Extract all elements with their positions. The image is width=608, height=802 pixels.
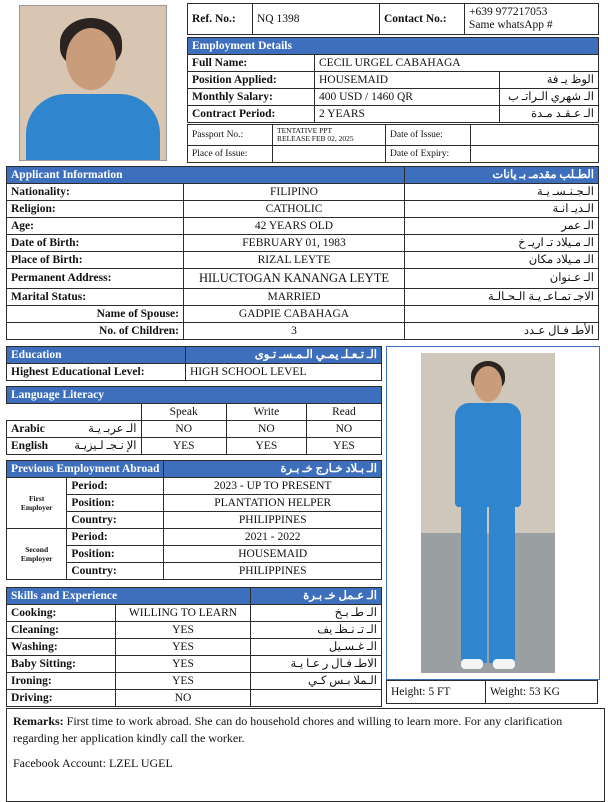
ironing-arabic: الـملا بـس كـي — [251, 673, 382, 690]
religion-value: CATHOLIC — [184, 201, 405, 218]
portrait-photo — [19, 5, 167, 161]
children-value: 3 — [184, 323, 405, 340]
pob-label: Place of Birth: — [7, 252, 184, 269]
applicant-title-ar: الطـلب مقدمـ بـ يانات — [405, 167, 599, 184]
children-label: No. of Children: — [7, 323, 184, 340]
issue-date-value — [471, 125, 599, 146]
religion-arabic: الـديـ انـة — [405, 201, 599, 218]
marital-value: MARRIED — [184, 289, 405, 306]
position-value: HOUSEMAID — [315, 72, 500, 89]
read-header: Read — [306, 404, 381, 421]
second-period-value: 2021 - 2022 — [164, 529, 382, 546]
expiry-value — [471, 146, 599, 163]
cooking-arabic: الـ طـ بـخ — [251, 605, 382, 622]
arabic-row-label: Arabic الـ عربـ يـة — [7, 421, 142, 438]
second-position-value: HOUSEMAID — [164, 546, 382, 563]
english-write: YES — [226, 438, 306, 455]
education-title-ar: الـ تـعـلـ يمـي الـمـسـ تـوى — [186, 347, 382, 364]
contact-value: +639 977217053 Same whatsApp # — [465, 4, 599, 35]
speak-header: Speak — [141, 404, 226, 421]
babysitting-arabic: الاطـ فـال ر عـا يـة — [251, 656, 382, 673]
first-position-label: Position: — [67, 495, 164, 512]
contract-arabic: الـ عـقـد مـدة — [500, 106, 599, 123]
salary-value: 400 USD / 1460 QR — [315, 89, 500, 106]
spouse-value: GADPIE CABAHAGA — [184, 306, 405, 323]
salary-arabic: الـ شهري الـراتـ ب — [500, 89, 599, 106]
first-country-label: Country: — [67, 512, 164, 529]
employment-title: Employment Details — [188, 38, 599, 55]
height-value: Height: 5 FT — [387, 681, 486, 704]
arabic-read: NO — [306, 421, 381, 438]
full-body-photo — [386, 346, 600, 680]
first-period-label: Period: — [67, 478, 164, 495]
language-title: Language Literacy — [7, 387, 382, 404]
passport-table — [187, 124, 599, 163]
age-value: 42 YEARS OLD — [184, 218, 405, 235]
age-arabic: الـ عمر — [405, 218, 599, 235]
marital-label: Marital Status: — [7, 289, 184, 306]
cooking-label: Cooking: — [7, 605, 116, 622]
cleaning-arabic: الـ تـ نـظـ يف — [251, 622, 382, 639]
second-position-label: Position: — [67, 546, 164, 563]
second-country-label: Country: — [67, 563, 164, 580]
driving-value: NO — [116, 690, 251, 707]
contract-value: 2 YEARS — [315, 106, 500, 123]
language-corner — [7, 404, 142, 421]
pob-arabic: الـ مـيلاد مكان — [405, 252, 599, 269]
education-title: Education — [7, 347, 186, 364]
contact-label: Contact No.: — [380, 4, 465, 35]
full-name-value: CECIL URGEL CABAHAGA — [315, 55, 599, 72]
first-employer-label: First Employer — [7, 478, 67, 529]
second-employer-label: Second Employer — [7, 529, 67, 580]
cleaning-label: Cleaning: — [7, 622, 116, 639]
spouse-arabic — [405, 306, 599, 323]
education-label: Highest Educational Level: — [7, 364, 186, 381]
applicant-title: Applicant Information — [7, 167, 405, 184]
religion-label: Religion: — [7, 201, 184, 218]
english-read: YES — [306, 438, 381, 455]
ref-label: Ref. No.: — [188, 4, 253, 35]
remarks-label: Remarks: — [13, 714, 64, 728]
passport-value: TENTATIVE PPT RELEASE FEB 02, 2025 — [273, 125, 386, 146]
education-table — [6, 346, 382, 381]
washing-value: YES — [116, 639, 251, 656]
facebook-account: Facebook Account: LZEL UGEL — [13, 756, 173, 770]
babysitting-label: Baby Sitting: — [7, 656, 116, 673]
applicant-table — [6, 166, 599, 340]
employment-table — [187, 37, 599, 123]
ironing-value: YES — [116, 673, 251, 690]
dob-arabic: الـ مـيلاد تـ اريـ خ — [405, 235, 599, 252]
arabic-write: NO — [226, 421, 306, 438]
previous-title-ar: الـ بـلاد خـارج خـ بـرة — [164, 461, 382, 478]
first-position-value: PLANTATION HELPER — [164, 495, 382, 512]
first-country-value: PHILIPPINES — [164, 512, 382, 529]
write-header: Write — [226, 404, 306, 421]
spouse-label: Name of Spouse: — [7, 306, 184, 323]
address-value: HILUCTOGAN KANANGA LEYTE — [184, 269, 405, 289]
passport-label: Passport No.: — [188, 125, 273, 146]
second-period-label: Period: — [67, 529, 164, 546]
place-issue-label: Place of Issue: — [188, 146, 273, 163]
nationality-value: FILIPINO — [184, 184, 405, 201]
cleaning-value: YES — [116, 622, 251, 639]
nationality-arabic: الـجـنـسـ يـة — [405, 184, 599, 201]
arabic-speak: NO — [141, 421, 226, 438]
second-country-value: PHILIPPINES — [164, 563, 382, 580]
education-value: HIGH SCHOOL LEVEL — [186, 364, 382, 381]
salary-label: Monthly Salary: — [188, 89, 315, 106]
issue-date-label: Date of Issue: — [386, 125, 471, 146]
previous-title: Previous Employment Abroad — [7, 461, 164, 478]
babysitting-value: YES — [116, 656, 251, 673]
skills-title-ar: الـ عـمل خـ بـرة — [251, 588, 382, 605]
ironing-label: Ironing: — [7, 673, 116, 690]
dob-value: FEBRUARY 01, 1983 — [184, 235, 405, 252]
remarks-box — [6, 708, 605, 802]
previous-employment-table — [6, 460, 382, 580]
washing-arabic: الـ غـسـيل — [251, 639, 382, 656]
weight-value: Weight: 53 KG — [486, 681, 598, 704]
address-arabic: الـ عـنوان — [405, 269, 599, 289]
english-row-label: English الإ نـجـ لـيزيـة — [7, 438, 142, 455]
address-label: Permanent Address: — [7, 269, 184, 289]
age-label: Age: — [7, 218, 184, 235]
remarks-text: First time to work abroad. She can do household chores and willing to learn more. For any clarification regarding her application kindly call the worker. — [13, 714, 563, 745]
language-table — [6, 386, 382, 455]
contract-label: Contract Period: — [188, 106, 315, 123]
skills-title: Skills and Experience — [7, 588, 251, 605]
driving-label: Driving: — [7, 690, 116, 707]
ref-contact-table — [187, 3, 599, 35]
pob-value: RIZAL LEYTE — [184, 252, 405, 269]
first-period-value: 2023 - UP TO PRESENT — [164, 478, 382, 495]
expiry-label: Date of Expiry: — [386, 146, 471, 163]
dob-label: Date of Birth: — [7, 235, 184, 252]
cooking-value: WILLING TO LEARN — [116, 605, 251, 622]
driving-arabic — [251, 690, 382, 707]
position-arabic: الوظ يـ فة — [500, 72, 599, 89]
place-issue-value — [273, 146, 386, 163]
english-speak: YES — [141, 438, 226, 455]
children-arabic: الأطـ فـال عـدد — [405, 323, 599, 340]
full-name-label: Full Name: — [188, 55, 315, 72]
washing-label: Washing: — [7, 639, 116, 656]
marital-arabic: الاجـ تمـاعـ يـة الـحـالـة — [405, 289, 599, 306]
nationality-label: Nationality: — [7, 184, 184, 201]
measurements-table — [386, 680, 598, 704]
ref-value: NQ 1398 — [253, 4, 380, 35]
skills-table — [6, 587, 382, 707]
position-label: Position Applied: — [188, 72, 315, 89]
